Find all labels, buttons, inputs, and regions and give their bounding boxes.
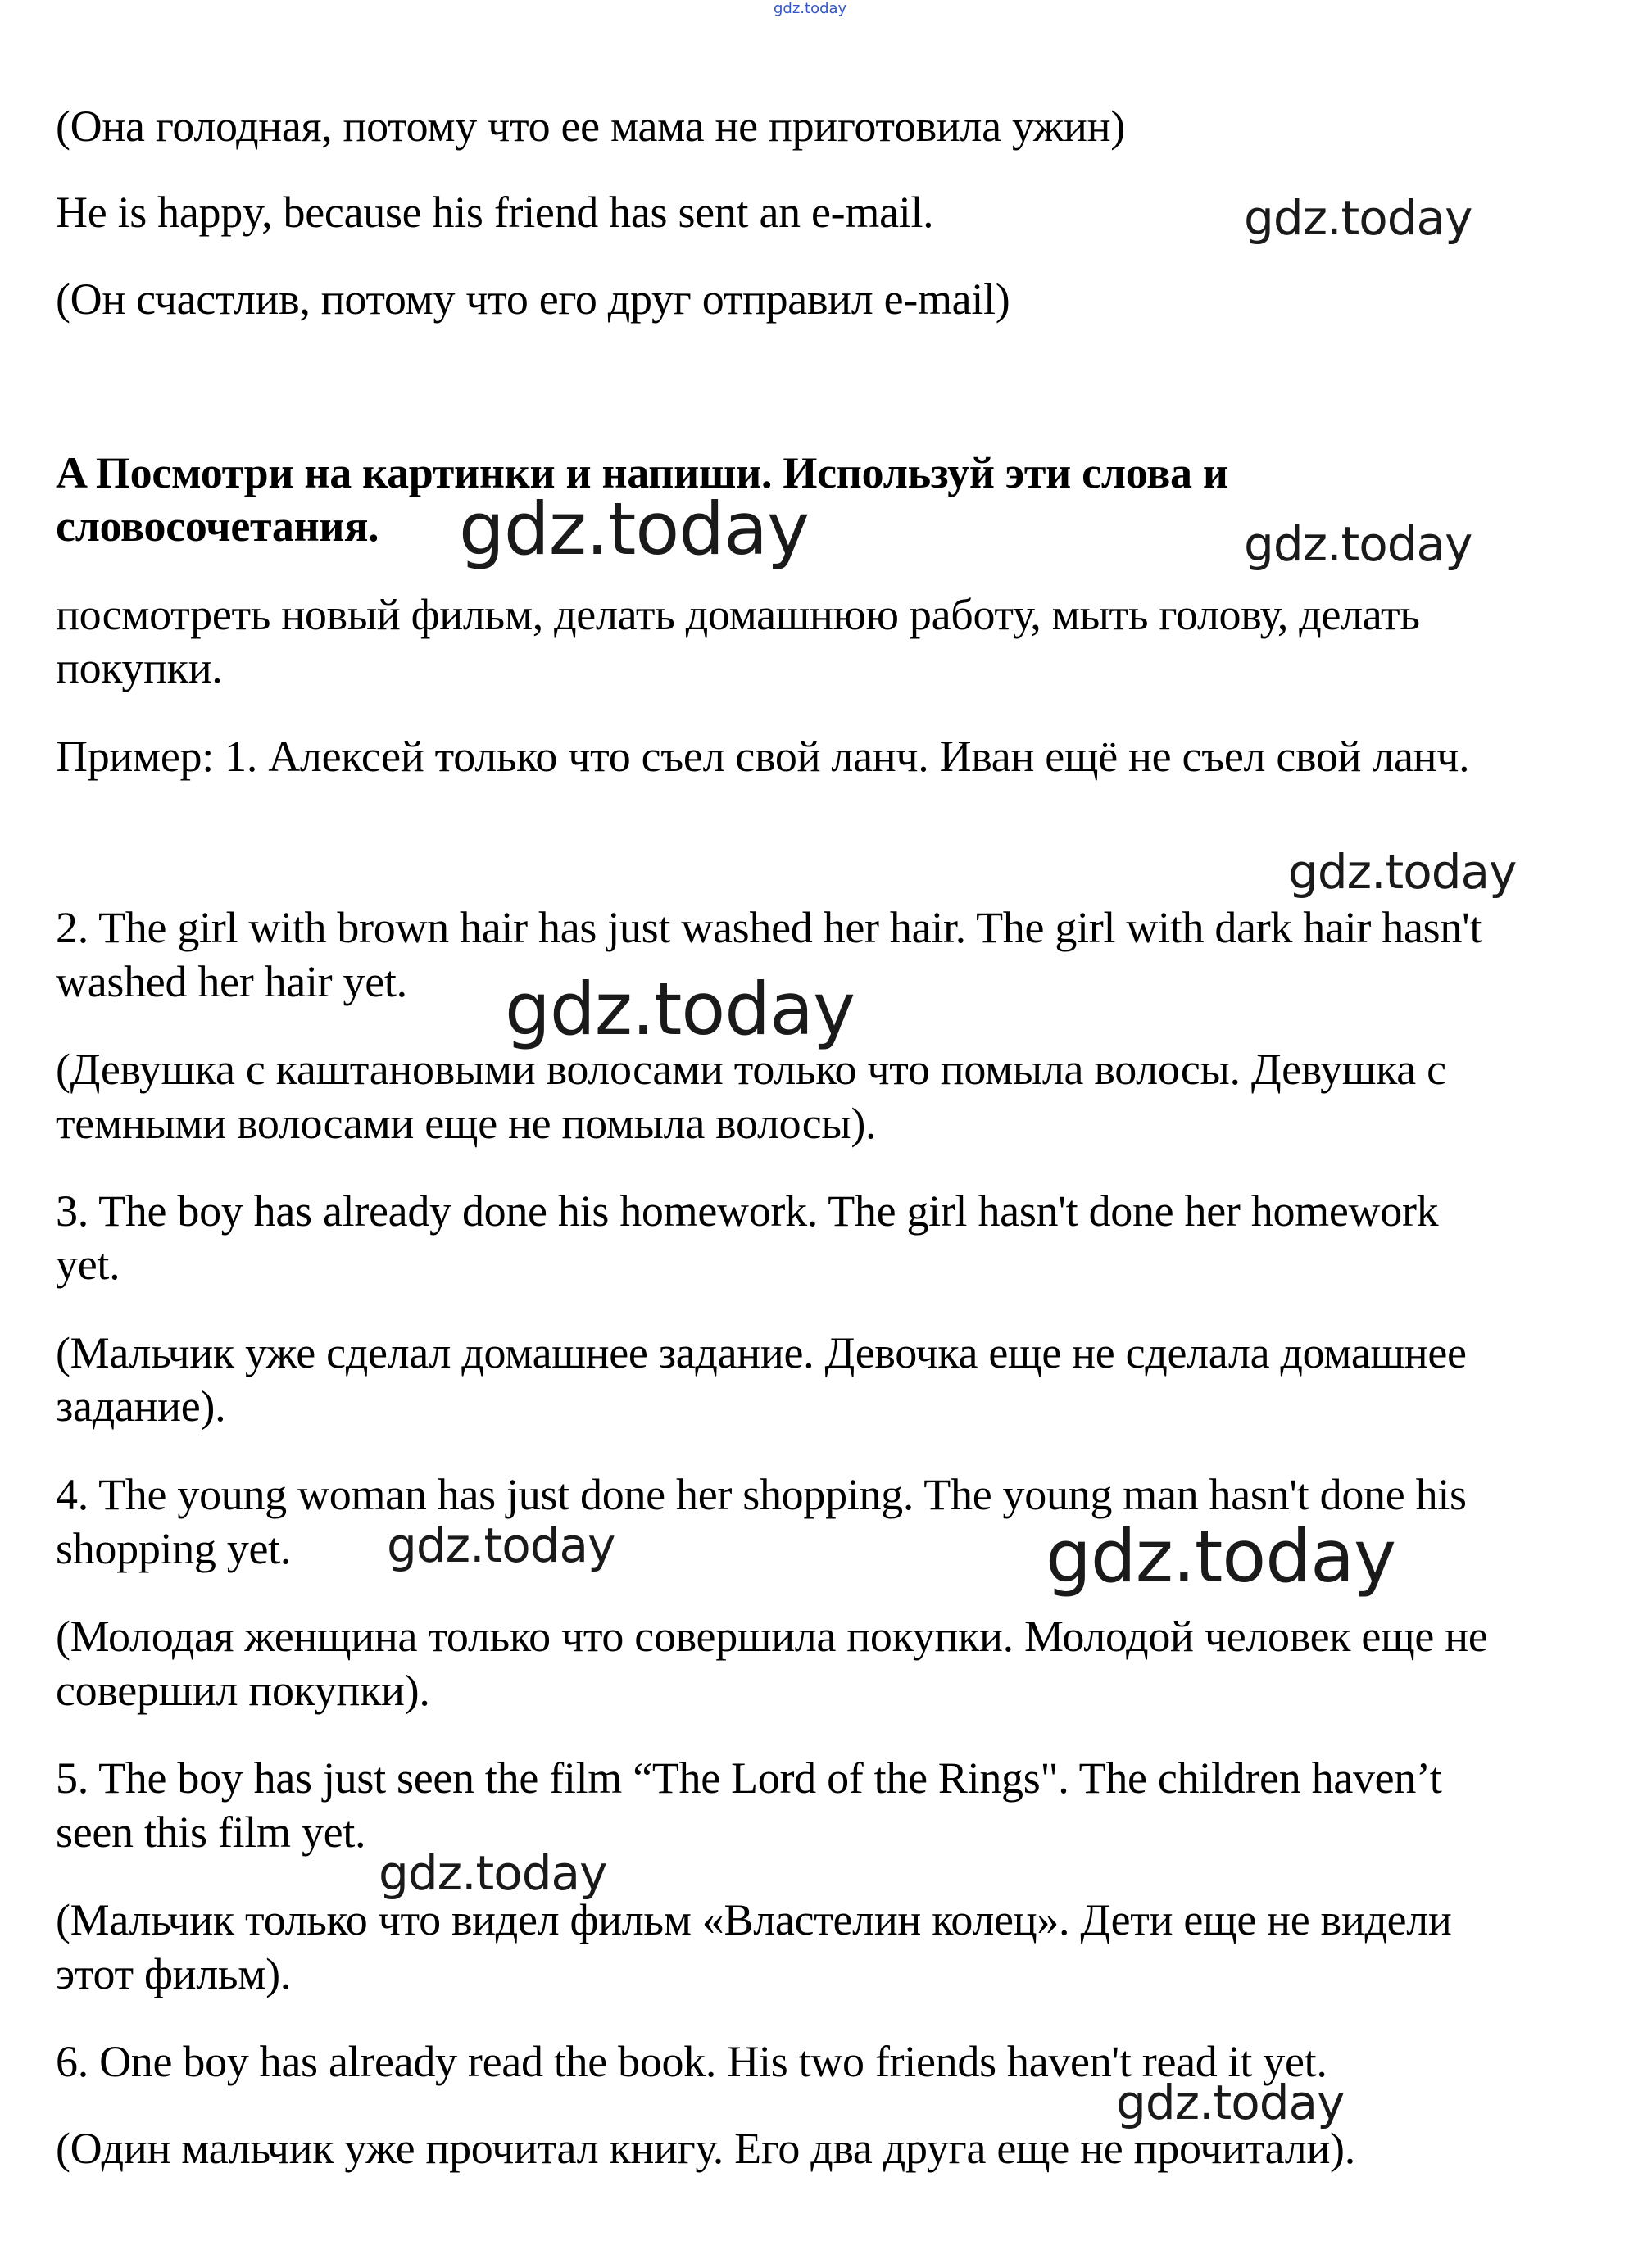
- answer-5-ru-line-2: этот фильм).: [56, 1949, 291, 1998]
- watermark: gdz.today: [1116, 2075, 1345, 2130]
- answer-2-en-line-1: 2. The girl with brown hair has just washed her hair. The girl with dark hair hasn't: [56, 903, 1482, 952]
- answer-3-ru-line-1: (Мальчик уже сделал домашнее задание. Девочка еще не сделала домашнее: [56, 1328, 1467, 1377]
- sentence-ru-hungry: (Она голодная, потому что ее мама не приготовила ужин): [56, 102, 1125, 151]
- word-list-line-1: посмотреть новый фильм, делать домашнюю работу, мыть голову, делать: [56, 590, 1420, 639]
- answer-3-en-line-2: yet.: [56, 1240, 120, 1289]
- answer-5-ru-line-1: (Мальчик только что видел фильм «Властелин колец». Дети еще не видели: [56, 1895, 1452, 1944]
- watermark: gdz.today: [1244, 190, 1472, 246]
- watermark-top: gdz.today: [774, 0, 847, 17]
- answer-5-en-line-1: 5. The boy has just seen the film “The Lord of the Rings". The children haven’t: [56, 1753, 1442, 1803]
- answer-4-ru-line-1: (Молодая женщина только что совершила покупки. Молодой человек еще не: [56, 1612, 1488, 1661]
- watermark: gdz.today: [1244, 516, 1472, 572]
- watermark: gdz.today: [1046, 1514, 1396, 1599]
- answer-3-ru-line-2: задание).: [56, 1381, 226, 1431]
- answer-3-en-line-1: 3. The boy has already done his homework. The girl hasn't done her homework: [56, 1186, 1439, 1236]
- watermark: gdz.today: [387, 1517, 615, 1573]
- task-title-line-2: словосочетания.: [56, 501, 379, 551]
- watermark: gdz.today: [459, 487, 810, 571]
- answer-4-en-line-1: 4. The young woman has just done her shopping. The young man hasn't done his: [56, 1470, 1467, 1519]
- word-list-line-2: покупки.: [56, 643, 223, 692]
- answer-2-en-line-2: washed her hair yet.: [56, 957, 407, 1006]
- task-title-line-1: A Посмотри на картинки и напиши. Используй эти слова и: [56, 448, 1228, 497]
- sentence-ru-happy: (Он счастлив, потому что его друг отправил e-mail): [56, 274, 1010, 324]
- answer-5-en-line-2: seen this film yet.: [56, 1808, 366, 1857]
- answer-6-en-line-1: 6. One boy has already read the book. His two friends haven't read it yet.: [56, 2037, 1327, 2086]
- watermark: gdz.today: [379, 1845, 607, 1901]
- answer-2-ru-line-2: темными волосами еще не помыла волосы).: [56, 1099, 877, 1148]
- answer-4-en-line-2: shopping yet.: [56, 1524, 292, 1573]
- watermark: gdz.today: [505, 967, 855, 1051]
- watermark: gdz.today: [1288, 844, 1517, 900]
- sentence-en-happy: He is happy, because his friend has sent an e-mail.: [56, 188, 934, 237]
- answer-6-ru-line-1: (Один мальчик уже прочитал книгу. Его два друга еще не прочитали).: [56, 2124, 1355, 2173]
- answer-4-ru-line-2: совершил покупки).: [56, 1666, 430, 1715]
- answer-2-ru-line-1: (Девушка с каштановыми волосами только что помыла волосы. Девушка с: [56, 1045, 1446, 1094]
- example-sentence: Пример: 1. Алексей только что съел свой ланч. Иван ещё не съел свой ланч.: [56, 732, 1470, 781]
